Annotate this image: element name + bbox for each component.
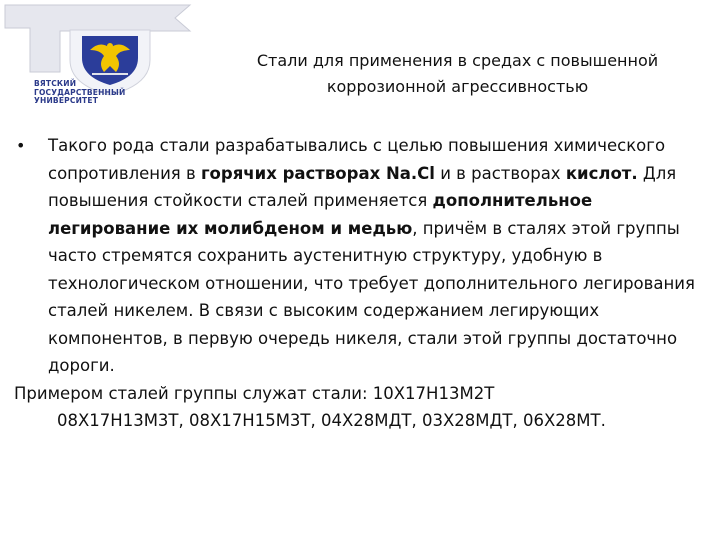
para1-text-1: Такого рода стали разрабатывались с целью повышения химического сопротивления в xyxy=(48,136,666,183)
logo-text xyxy=(34,80,144,106)
examples-line-2: 08Х17Н13М3Т, 08Х17Н15М3Т, 04Х28МДТ, 03Х28МДТ, 06Х28МТ. xyxy=(57,411,606,430)
para1-bold-3: дополнительное легирование их молибденом и медью xyxy=(48,191,593,238)
logo-line-1: ВЯТСКИЙ xyxy=(34,79,77,88)
bullet-paragraph xyxy=(14,132,714,380)
para1-text-3: Для повышения стойкости сталей применяется xyxy=(48,163,677,210)
para1-text-4: , причём в сталях этой группы часто стремятся сохранить аустенитную структуру, удобную в технологическом отношении, что требует дополнительного легирования сталей никелем. В связи с высоким содержанием легирующих компонентов, в первую очередь никеля, стали этой группы достаточно дороги. xyxy=(48,218,695,375)
logo-line-2: ГОСУДАРСТВЕННЫЙ xyxy=(34,87,126,97)
logo-ribbon-graphic xyxy=(0,0,200,125)
slide-title xyxy=(205,48,710,100)
para1-text-2: и в растворах xyxy=(434,163,566,183)
examples-line-1: Примером сталей группы служат стали: 10Х17Н13М2Т xyxy=(14,383,495,403)
examples-paragraph xyxy=(14,380,714,435)
logo-line-3: УНИВЕРСИТЕТ xyxy=(34,96,99,105)
slide-body xyxy=(14,132,714,435)
para1-bold-2: кислот. xyxy=(565,163,638,183)
bullet-icon: • xyxy=(16,136,26,155)
title-line-2: коррозионной агрессивностью xyxy=(326,77,589,96)
para1-bold-1: горячих растворах Na.Cl xyxy=(200,163,435,183)
university-logo xyxy=(0,0,200,125)
title-line-1: Стали для применения в средах с повышенной xyxy=(256,51,659,70)
